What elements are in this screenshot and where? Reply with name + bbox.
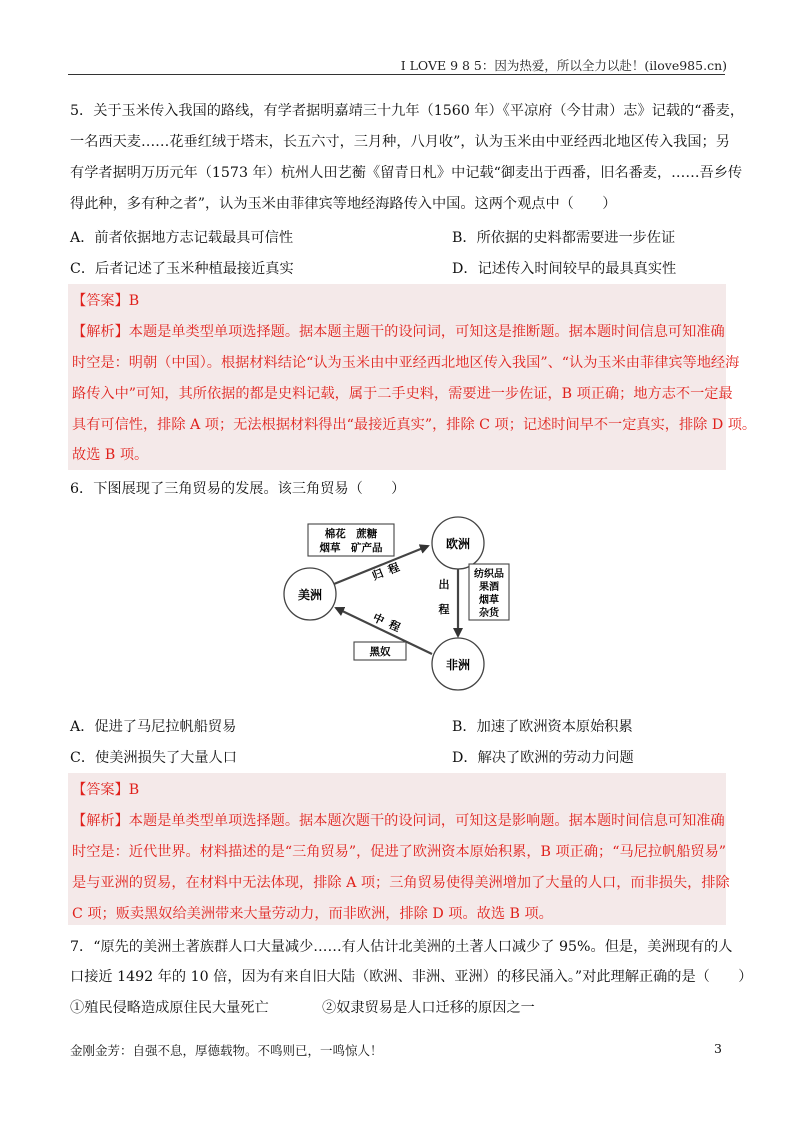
q6-analysis-line: C 项；贩卖黑奴给美洲带来大量劳动力，而非欧洲，排除 D 项。故选 B 项。 (72, 906, 553, 922)
triangle-trade-diagram (270, 508, 530, 698)
return-goods-line: 烟草 矿产品 (319, 542, 383, 554)
header-rule (68, 74, 725, 75)
q7-stem-line: 7．“原先的美洲土著族群人口大量减少……有人估计北美洲的土著人口减少了 95%。但是，美洲现有的人 (70, 939, 733, 955)
outbound-goods-item: 杂货 (479, 608, 499, 619)
middle-route-char: 程 (386, 617, 403, 635)
middle-goods-label: 黑奴 (369, 646, 391, 658)
q5-option-d: D．记述传入时间较早的最具真实性 (452, 261, 677, 277)
outbound-goods-item: 纺织品 (474, 569, 504, 580)
q7-stem-line: 口接近 1492 年的 10 倍，因为有来自旧大陆（欧洲、非洲、亚洲）的移民涌入。”对此理解正确的是（ ） (70, 969, 753, 985)
q7-item-2: ②奴隶贸易是人口迁移的原因之一 (322, 1000, 535, 1016)
q5-option-a: A．前者依据地方志记载最具可信性 (70, 230, 294, 246)
q5-analysis-line: 时空是：明朝（中国）。根据材料结论“认为玉米由中亚经西北地区传入我国”、“认为玉米由菲律宾等地经海 (72, 355, 740, 371)
q6-analysis-line: 时空是：近代世界。材料描述的是“三角贸易”，促进了欧洲资本原始积累，B 项正确；“马尼拉帆船贸易” (72, 844, 727, 860)
q5-option-b: B．所依据的史料都需要进一步佐证 (452, 230, 676, 246)
q5-answer: 【答案】B (72, 293, 140, 309)
page-number: 3 (714, 1041, 722, 1056)
q5-analysis-line: 具有可信性，排除 A 项；无法根据材料得出“最接近真实”，排除 C 项；记述时间早不一定真实，排除 D 项。 (72, 417, 757, 433)
q6-answer: 【答案】B (72, 782, 140, 798)
q5-answer-box (68, 284, 726, 470)
q5-option-c: C．后者记述了玉米种植最接近真实 (70, 261, 294, 277)
q5-analysis-line: 故选 B 项。 (72, 447, 149, 463)
europe-label: 欧洲 (445, 537, 471, 551)
outbound-route-char: 程 (438, 603, 450, 616)
q5-stem-line: 5．关于玉米传入我国的路线，有学者据明嘉靖三十九年（1560 年）《平凉府（今甘肃）志》记载的“番麦， (70, 103, 745, 119)
return-route-char: 程 (386, 560, 402, 577)
q6-stem: 6．下图展现了三角贸易的发展。该三角贸易（ ） (70, 481, 406, 497)
q5-stem-line: 一名西天麦……花垂红绒于塔末，长五六寸，三月种，八月收”，认为玉米由中亚经西北地区传入我国；另 (70, 134, 730, 150)
africa-label: 非洲 (445, 658, 471, 672)
q6-analysis-line: 【解析】本题是单类型单项选择题。据本题次题干的设问词，可知这是影响题。据本题时间信息可知准确 (72, 813, 725, 829)
q5-stem-line: 有学者据明万历元年（1573 年）杭州人田艺蘅《留青日札》中记载“御麦出于西番，旧名番麦，……吾乡传 (70, 165, 743, 181)
return-goods-line: 棉花 蔗糖 (324, 528, 378, 540)
middle-route-char: 中 (370, 610, 387, 628)
q6-analysis-line: 是与亚洲的贸易，在材料中无法体现，排除 A 项；三角贸易使得美洲增加了大量的人口，而非损失，排除 (72, 875, 730, 891)
outbound-goods-item: 果酒 (479, 582, 499, 593)
q6-option-a: A．促进了马尼拉帆船贸易 (70, 719, 237, 735)
q5-analysis-line: 【解析】本题是单类型单项选择题。据本题主题干的设问词，可知这是推断题。据本题时间信息可知准确 (72, 324, 725, 340)
outbound-route-char: 出 (438, 578, 450, 591)
return-route-char: 归 (370, 566, 386, 583)
q5-stem-line: 得此种，多有种之者”，认为玉米由菲律宾等地经海路传入中国。这两个观点中（ ） (70, 196, 617, 212)
footer-motto: 金刚金芳：自强不息，厚德载物。不鸣则已，一鸣惊人！ (70, 1043, 383, 1058)
page-header: I LOVE 9 8 5：因为热爱，所以全力以赴！(ilove985.cn) (400, 58, 727, 73)
q7-item-1: ①殖民侵略造成原住民大量死亡 (70, 1000, 269, 1016)
q6-option-b: B．加速了欧洲资本原始积累 (452, 719, 633, 735)
america-label: 美洲 (297, 588, 323, 602)
q6-option-d: D．解决了欧洲的劳动力问题 (452, 750, 634, 766)
q5-analysis-line: 路传入中”可知，其所依据的都是史料记载，属于二手史料，需要进一步佐证，B 项正确；地方志不一定最 (72, 386, 733, 402)
q6-option-c: C．使美洲损失了大量人口 (70, 750, 237, 766)
outbound-goods-item: 烟草 (479, 595, 499, 606)
